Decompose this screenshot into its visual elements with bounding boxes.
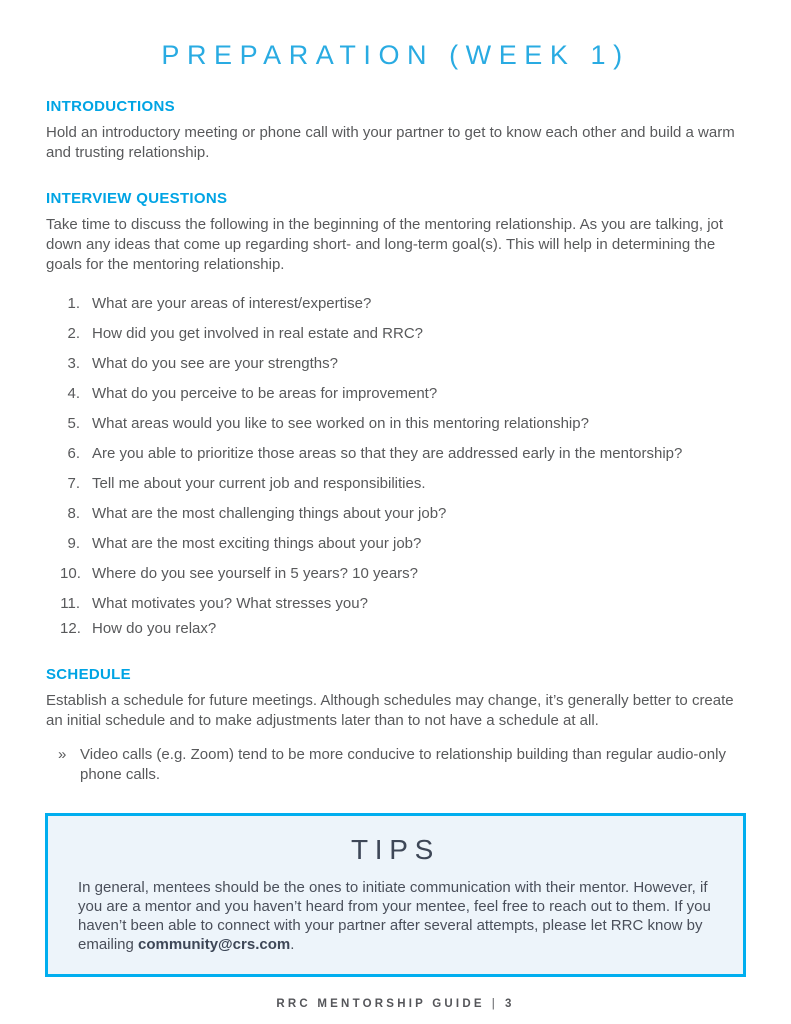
- tips-callout-box: [45, 813, 746, 977]
- page-content: [0, 98, 791, 785]
- guillemet-bullet-icon: »: [58, 746, 67, 763]
- footer-document-title: RRC MENTORSHIP GUIDE: [276, 998, 485, 1010]
- tips-email-address: community@crs.com: [138, 936, 291, 953]
- list-item: Tell me about your current job and responsibilities.: [92, 475, 426, 492]
- tips-body-end: .: [290, 936, 295, 953]
- page-footer: [0, 998, 791, 1010]
- tips-body: [78, 878, 713, 954]
- list-item: Are you able to prioritize those areas so that they are addressed early in the mentorship?: [92, 445, 683, 462]
- schedule-body: Establish a schedule for future meetings. Although schedules may change, it’s generally better to create an initial schedule and to make adjustments later than to not have a schedule at all.: [46, 692, 734, 729]
- schedule-heading: SCHEDULE: [46, 666, 131, 683]
- introductions-heading: INTRODUCTIONS: [46, 98, 175, 115]
- schedule-bullet-text: Video calls (e.g. Zoom) tend to be more conducive to relationship building than regular audio-only phone calls.: [80, 746, 726, 783]
- list-item: What are the most exciting things about your job?: [92, 535, 422, 552]
- list-item: What do you see are your strengths?: [92, 355, 338, 372]
- section-interview-questions: [46, 190, 745, 639]
- tips-body-text: In general, mentees should be the ones to initiate communication with their mentor. However, if you are a mentor and you haven’t heard from your mentee, feel free to reach out to them. If you haven’t been able to connect with your partner after several attempts, please let RRC know by emailing: [78, 879, 711, 953]
- list-item: What motivates you? What stresses you?: [92, 595, 368, 612]
- interview-questions-list: [46, 294, 745, 639]
- tips-title: TIPS: [350, 834, 441, 865]
- list-item: How do you relax?: [92, 620, 217, 637]
- list-item: What do you perceive to be areas for improvement?: [92, 385, 438, 402]
- list-item: What are the most challenging things about your job?: [92, 505, 447, 522]
- list-item: What are your areas of interest/expertise?: [92, 295, 372, 312]
- section-schedule: [46, 666, 745, 785]
- list-item: Where do you see yourself in 5 years? 10 years?: [92, 565, 419, 582]
- section-introductions: [46, 98, 745, 163]
- footer-separator: |: [491, 998, 498, 1010]
- page-title: PREPARATION (WEEK 1): [161, 40, 630, 70]
- interview-questions-body: Take time to discuss the following in the beginning of the mentoring relationship. As you are talking, jot down any ideas that come up regarding short- and long-term goal(s). This will help in determining the goals for the mentoring relationship.: [46, 216, 724, 273]
- schedule-bullet-item: [46, 745, 745, 785]
- interview-questions-heading: INTERVIEW QUESTIONS: [46, 190, 228, 207]
- list-item: How did you get involved in real estate and RRC?: [92, 325, 424, 342]
- introductions-body: Hold an introductory meeting or phone call with your partner to get to know each other and build a warm and trusting relationship.: [46, 124, 735, 161]
- list-item: What areas would you like to see worked on in this mentoring relationship?: [92, 415, 589, 432]
- footer-page-number: 3: [504, 998, 515, 1010]
